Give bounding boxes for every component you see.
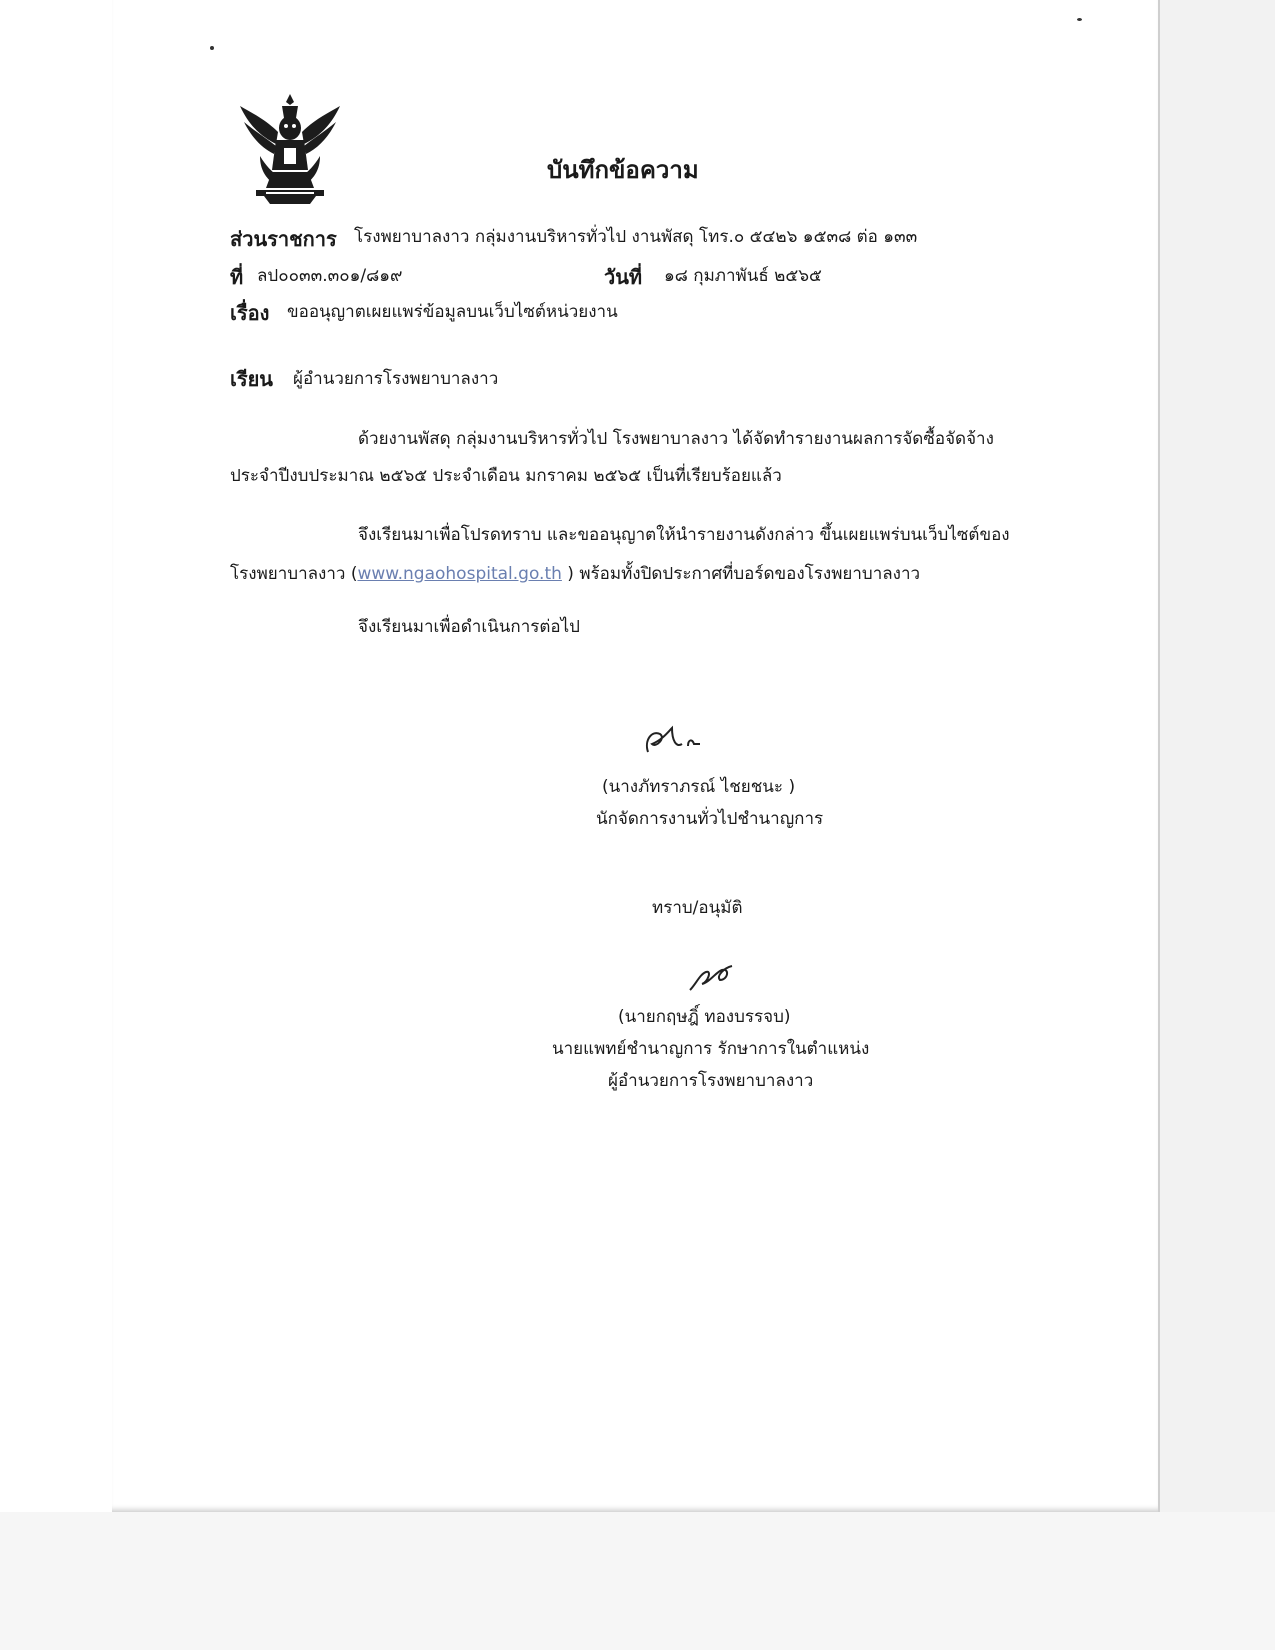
body-paragraph-3: จึงเรียนมาเพื่อดำเนินการต่อไป: [358, 617, 580, 637]
scan-bottom-band: [0, 1512, 1275, 1650]
body-paragraph-2-line-1: จึงเรียนมาเพื่อโปรดทราบ และขออนุญาตให้นำรายงานดังกล่าว ขึ้นเผยแพร่บนเว็บไซต์ของ: [358, 525, 1010, 545]
to-value: ผู้อำนวยการโรงพยาบาลงาว: [293, 369, 499, 389]
signer-1-name: (นางภัทราภรณ์ ไชยชนะ ): [602, 777, 796, 797]
body-paragraph-2-prefix: โรงพยาบาลงาว (: [230, 564, 358, 584]
date-label: วันที่: [604, 265, 643, 289]
signature-2: [686, 962, 736, 996]
agency-value: โรงพยาบาลงาว กลุ่มงานบริหารทั่วไป งานพัสดุ โทร.๐ ๕๔๒๖ ๑๕๓๘ ต่อ ๑๓๓: [354, 227, 918, 247]
date-value: ๑๘ กุมภาพันธ์ ๒๕๖๕: [664, 266, 822, 286]
memo-title: บันทึกข้อความ: [547, 156, 699, 184]
signer-1-position: นักจัดการงานทั่วไปชำนาญการ: [596, 809, 824, 829]
scan-left-margin: [0, 0, 112, 1650]
garuda-emblem-icon: [236, 92, 344, 206]
paper-edge: [1158, 0, 1160, 1512]
signature-1: [642, 722, 714, 760]
agency-label: ส่วนราชการ: [230, 227, 337, 251]
subject-label: เรื่อง: [230, 301, 270, 325]
body-paragraph-2-suffix: ) พร้อมทั้งปิดประกาศที่บอร์ดของโรงพยาบาลงาว: [561, 564, 921, 584]
body-paragraph-1-line-1: ด้วยงานพัสดุ กลุ่มงานบริหารทั่วไป โรงพยาบาลงาว ได้จัดทำรายงานผลการจัดซื้อจัดจ้าง: [358, 429, 994, 449]
scan-speck: [210, 46, 214, 50]
signer-2-name: (นายกฤษฎิ์ ทองบรรจบ): [618, 1007, 791, 1027]
scan-speck: [1077, 18, 1082, 21]
body-paragraph-2-line-2: [230, 563, 920, 585]
ref-label: ที่: [230, 265, 244, 289]
approval-text: ทราบ/อนุมัติ: [652, 898, 743, 918]
body-paragraph-1-line-2: ประจำปีงบประมาณ ๒๕๖๕ ประจำเดือน มกราคม ๒๕๖๕ เป็นที่เรียบร้อยแล้ว: [230, 466, 782, 486]
to-label: เรียน: [230, 367, 273, 391]
signer-2-position-line-1: นายแพทย์ชำนาญการ รักษาการในตำแหน่ง: [552, 1039, 870, 1059]
subject-value: ขออนุญาตเผยแพร่ข้อมูลบนเว็บไซต์หน่วยงาน: [287, 302, 618, 322]
ref-value: ลป๐๐๓๓.๓๐๑/๘๑๙: [257, 266, 403, 286]
signer-2-position-line-2: ผู้อำนวยการโรงพยาบาลงาว: [608, 1071, 814, 1091]
website-link[interactable]: www.ngaohospital.go.th: [357, 564, 562, 584]
